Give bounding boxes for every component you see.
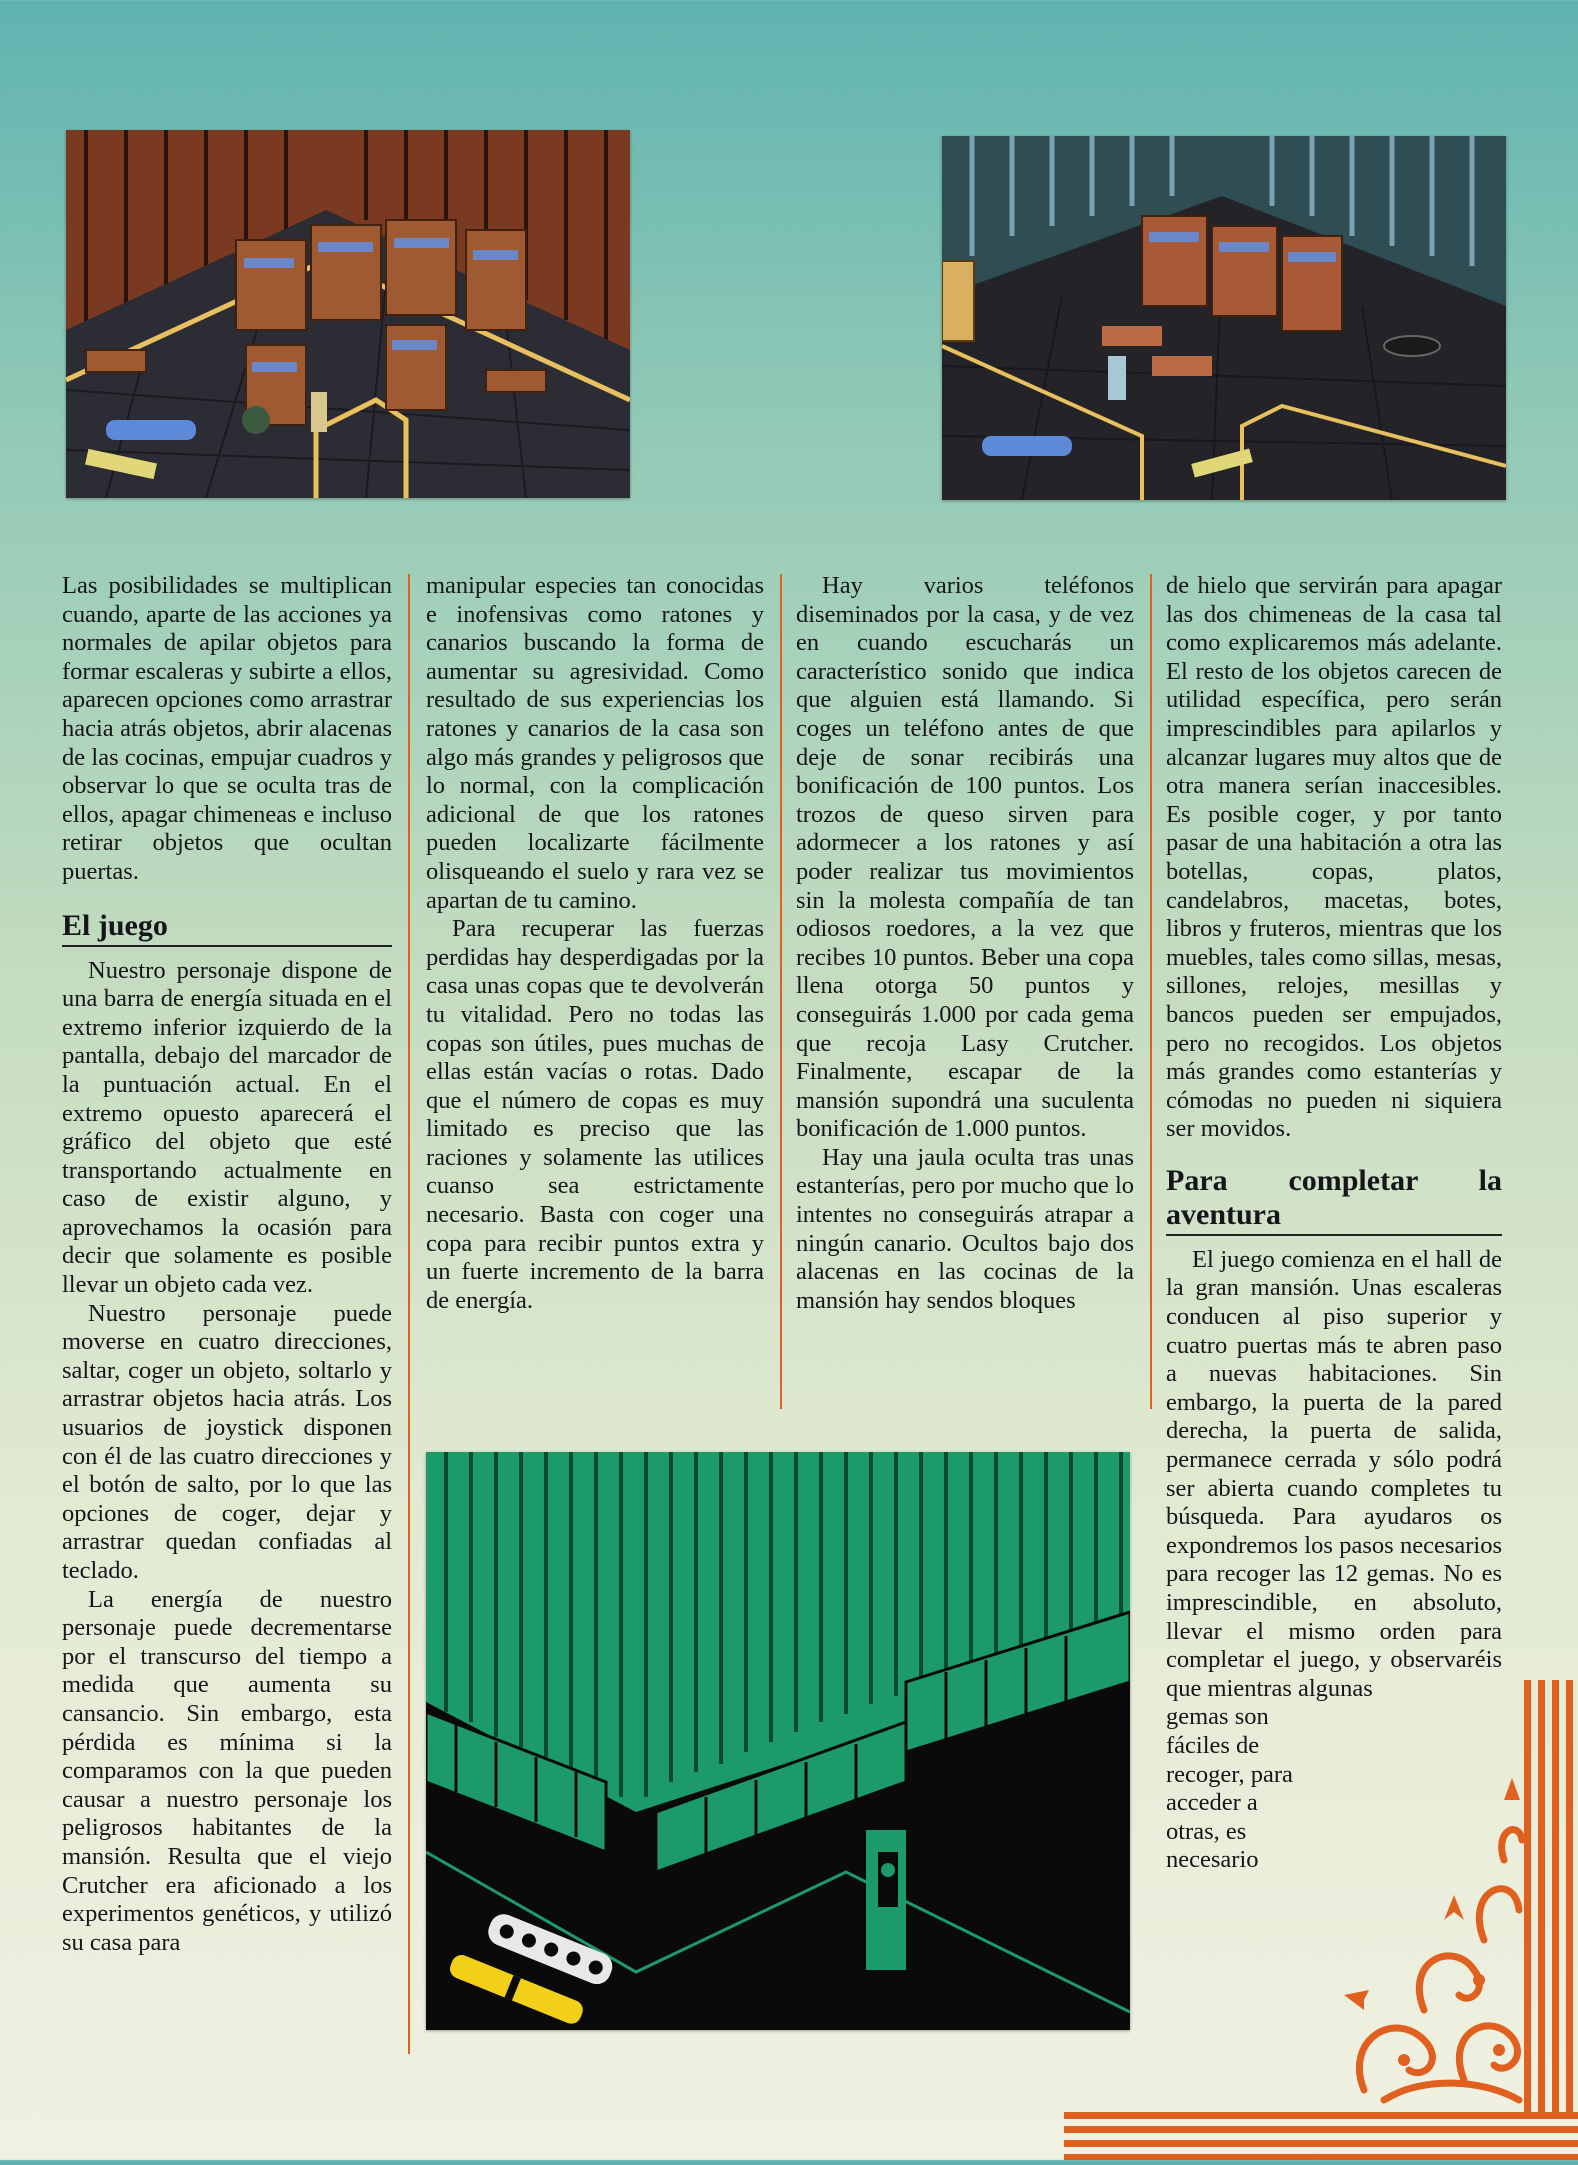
- paragraph: El juego comienza en el hall de la gran mansión. Unas escaleras conducen al piso superior y cuatro puertas más te abren paso a nuevas habitaciones. Sin embargo, la puerta de la pared derecha, la puerta de salida, permanece cerrada y sólo podrá ser abierta cuando completes tu búsqueda. Para ayudaros os expondremos los pasos necesarios para recoger las 12 gemas. No es imprescindible, en absoluto, llevar el mismo orden para completar el juego, y observaréis que mientras algunas: [1166, 1245, 1502, 1702]
- paragraph: Hay varios teléfonos diseminados por la casa, y de vez en cuando escucharás un característico sonido que indica que alguien está llamando. Si coges un teléfono antes de que deje de sonar recibirás una bonificación de 100 puntos. Los trozos de queso sirven para adormecer a los ratones y así poder realizar tus movimientos sin la molesta compañía de tan odiosos roedores, a la vez que recibes 10 puntos. Beber una copa llena otorga 50 puntos y conseguirás 1.000 por cada gema que recoja Lasy Crutcher. Finalmente, escapar de la mansión supondrá una suculenta bonificación de 1.000 puntos.: [796, 572, 1134, 1143]
- study-room-screenshot: [942, 136, 1506, 500]
- paragraph: de hielo que servirán para apagar las dos chimeneas de la casa tal como explicaremos más adelante. El resto de los objetos carecen de utilidad específica, pero serán imprescindibles para apilarlos y alcanzar lugares muy altos que de otra manera serían inaccesibles. Es posible coger, y por tanto pasar de una habitación a otra las botellas, copas, platos, candelabros, macetas, botes, libros y fruteros, mientras que los muebles, tales como sillas, mesas, sillones, relojes, mesillas y bancos pueden ser empujados, pero no recogidos. Los objetos más grandes como estanterías y cómodas no pueden ni siquiera ser movidos.: [1166, 572, 1502, 1143]
- paragraph: Para recuperar las fuerzas perdidas hay desperdigadas por la casa unas copas que te devolverán tu vitalidad. Pero no todas las copas son útiles, pues muchas de ellas están vacías o rotas. Dado que el número de copas es muy limitado es preciso que las raciones y solamente las utilices cuanso sea estrictamente necesario. Basta con coger una copa para recibir puntos extra y un fuerte incremento de la barra de energía.: [426, 915, 764, 1314]
- section-heading-el-juego: El juego: [62, 909, 392, 947]
- section-heading-para-completar: Para completar la aventura: [1166, 1164, 1502, 1236]
- kitchen-room-screenshot: [426, 1452, 1130, 2030]
- paragraph: Hay una jaula oculta tras unas estanterías, pero por mucho que lo intentes no conseguirás atrapar a ningún canario. Ocultos bajo dos alacenas en las cocinas de la mansión hay sendos bloques: [796, 1143, 1134, 1314]
- paragraph: La energía de nuestro personaje puede decrementarse por el transcurso del tiempo a medida que aumenta su cansancio. Sin embargo, esta pérdida es mínima si la comparamos con la que pueden causar a nuestro personaje los peligrosos habitantes de la mansión. Resulta que el viejo Crutcher era aficionado a los experimentos genéticos, y utilizó su casa para: [62, 1585, 392, 1956]
- paragraph: manipular especies tan conocidas e inofensivas como ratones y canarios buscando la forma de aumentar su agresividad. Como resultado de sus experiencias los ratones y canarios de la casa son algo más grandes y peligrosos que lo normal, con la complicación adicional de que los ratones pueden localizarte fácilmente olisqueando el suelo y rara vez se apartan de tu camino.: [426, 572, 764, 914]
- column-rule: [780, 574, 782, 1409]
- text-column-3: [796, 572, 1134, 1315]
- paragraph: Nuestro personaje puede moverse en cuatro direcciones, saltar, coger un objeto, soltarlo y arrastrar objetos hacia atrás. Los usuarios de joystick disponen con él de las cuatro direcciones y el botón de salto, por lo que las opciones de coger, dejar y arrastrar quedan confiadas al teclado.: [62, 1299, 392, 1584]
- column-rule: [1150, 574, 1152, 1409]
- text-column-2: [426, 572, 764, 1315]
- text-column-1: [62, 572, 392, 1957]
- column-rule: [408, 574, 410, 2054]
- corner-ornament: [1064, 1680, 1578, 2160]
- paragraph: gemas son fáciles de recoger, para acceder a otras, es necesario: [1166, 1703, 1293, 1874]
- library-room-screenshot: [66, 130, 630, 498]
- paragraph: Las posibilidades se multiplican cuando, aparte de las acciones ya normales de apilar objetos para formar escaleras y subirte a ellos, aparecen opciones como arrastrar hacia atrás objetos, abrir alacenas de las cocinas, empujar cuadros y observar lo que se oculta tras de ellos, apagar chimeneas e incluso retirar objetos que ocultan puertas.: [62, 572, 392, 885]
- paragraph: Nuestro personaje dispone de una barra de energía situada en el extremo inferior izquierdo de la pantalla, debajo del marcador de la puntuación actual. En el extremo opuesto aparecerá el gráfico del objeto que esté transportando actualmente en caso de existir alguno, y aprovechamos la ocasión para decir que solamente es posible llevar un objeto cada vez.: [62, 956, 392, 1299]
